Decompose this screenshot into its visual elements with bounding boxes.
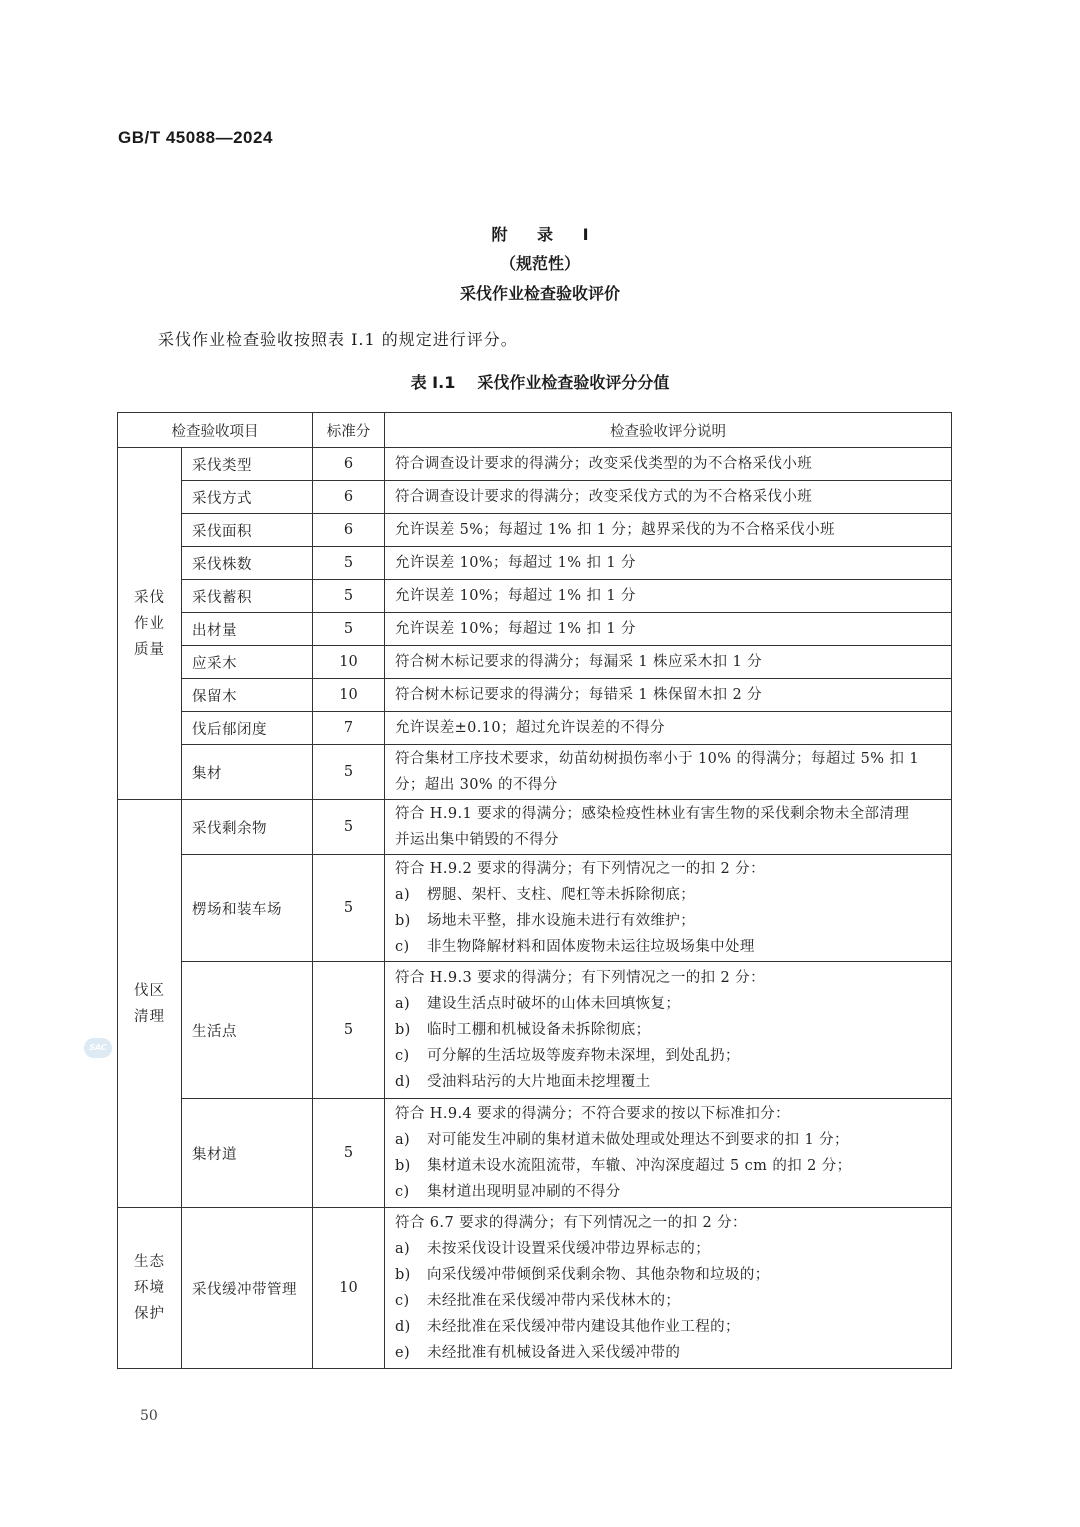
score-cell: 10: [313, 679, 385, 712]
table-caption-number: 表 I.1: [410, 373, 456, 392]
description-subitem: [395, 1179, 945, 1205]
description-cell: [385, 613, 952, 646]
item-cell: 集材道: [182, 1099, 313, 1208]
table-row: [118, 1208, 952, 1369]
score-cell: 5: [313, 800, 385, 855]
table-caption: [0, 370, 1080, 393]
subitem-marker: c): [395, 939, 410, 955]
subitem-marker: d): [395, 1319, 411, 1335]
description-line: 符合 H.9.3 要求的得满分；有下列情况之一的扣 2 分：: [395, 970, 765, 986]
description-cell: [385, 514, 952, 547]
description-subitem: [395, 991, 945, 1017]
scoring-table: [117, 412, 952, 1369]
table-row: [118, 800, 952, 855]
table-row: [118, 745, 952, 800]
subitem-text: 集材道未设水流阻流带，车辙、冲沟深度超过 5 cm 的扣 2 分；: [427, 1158, 852, 1174]
subitem-marker: b): [395, 1158, 411, 1174]
description-subitem: [395, 1262, 945, 1288]
description-cell: [385, 745, 952, 800]
description-line: 符合树木标记要求的得满分；每错采 1 株保留木扣 2 分: [395, 687, 763, 703]
intro-paragraph: 采伐作业检查验收按照表 I.1 的规定进行评分。: [158, 330, 518, 349]
header-desc: 检查验收评分说明: [385, 413, 952, 448]
description-cell: [385, 855, 952, 962]
appendix-nature: （规范性）: [499, 254, 580, 273]
score-cell: 5: [313, 580, 385, 613]
score-cell: 5: [313, 547, 385, 580]
header-score: 标准分: [313, 413, 385, 448]
description-subitem: [395, 1340, 945, 1366]
item-cell: 保留木: [182, 679, 313, 712]
description-line: 符合 6.7 要求的得满分；有下列情况之一的扣 2 分：: [395, 1215, 747, 1231]
description-subitem: [395, 1043, 945, 1069]
subitem-marker: a): [395, 1241, 411, 1257]
description-subitem: [395, 1017, 945, 1043]
description-cell: [385, 580, 952, 613]
item-cell: 采伐缓冲带管理: [182, 1208, 313, 1369]
score-cell: 10: [313, 1208, 385, 1369]
subitem-marker: d): [395, 1074, 411, 1090]
category-cell: 伐区 清理: [118, 800, 182, 1208]
subitem-marker: c): [395, 1293, 410, 1309]
table-row: [118, 514, 952, 547]
subitem-text: 集材道出现明显冲刷的不得分: [427, 1184, 621, 1200]
table-caption-title: 采伐作业检查验收评分分值: [477, 373, 670, 392]
score-cell: 6: [313, 448, 385, 481]
score-cell: 7: [313, 712, 385, 745]
subitem-marker: b): [395, 1267, 411, 1283]
description-line: 符合树木标记要求的得满分；每漏采 1 株应采木扣 1 分: [395, 654, 763, 670]
subitem-marker: e): [395, 1345, 411, 1361]
description-subitem: [395, 934, 945, 960]
score-cell: 5: [313, 613, 385, 646]
description-subitem: [395, 1127, 945, 1153]
appendix-label: 附 录 I: [491, 225, 601, 244]
table-row: [118, 580, 952, 613]
subitem-marker: c): [395, 1184, 410, 1200]
description-line: 符合集材工序技术要求，幼苗幼树损伤率小于 10% 的得满分；每超过 5% 扣 1: [395, 751, 919, 767]
item-cell: 采伐蓄积: [182, 580, 313, 613]
subitem-marker: b): [395, 1022, 411, 1038]
description-subitem: [395, 1069, 945, 1095]
table-row: [118, 448, 952, 481]
description-cell: [385, 1208, 952, 1369]
subitem-marker: a): [395, 996, 411, 1012]
table-row: [118, 855, 952, 962]
subitem-text: 场地未平整，排水设施未进行有效维护；: [427, 913, 696, 929]
description-cell: [385, 448, 952, 481]
table-row: [118, 679, 952, 712]
description-cell: [385, 646, 952, 679]
subitem-marker: b): [395, 913, 411, 929]
item-cell: 应采木: [182, 646, 313, 679]
item-cell: 采伐株数: [182, 547, 313, 580]
description-line: 允许误差 10%；每超过 1% 扣 1 分: [395, 588, 636, 604]
description-cell: [385, 679, 952, 712]
subitem-text: 楞腿、架杆、支柱、爬杠等未拆除彻底；: [427, 887, 696, 903]
subitem-text: 未经批准在采伐缓冲带内采伐林木的；: [427, 1293, 681, 1309]
description-subitem: [395, 1236, 945, 1262]
category-cell: 生态 环境 保护: [118, 1208, 182, 1369]
table-row: [118, 962, 952, 1099]
item-cell: 采伐面积: [182, 514, 313, 547]
item-cell: 伐后郁闭度: [182, 712, 313, 745]
description-line: 符合调查设计要求的得满分；改变采伐方式的为不合格采伐小班: [395, 489, 813, 505]
subitem-text: 非生物降解材料和固体废物未运往垃圾场集中处理: [427, 939, 755, 955]
score-cell: 10: [313, 646, 385, 679]
table-row: [118, 481, 952, 514]
table-row: [118, 613, 952, 646]
subitem-text: 对可能发生冲刷的集材道未做处理或处理达不到要求的扣 1 分；: [427, 1132, 849, 1148]
description-subitem: [395, 1314, 945, 1340]
table-row: [118, 547, 952, 580]
description-cell: [385, 1099, 952, 1208]
subitem-text: 可分解的生活垃圾等废弃物未深埋，到处乱扔；: [427, 1048, 740, 1064]
item-cell: 楞场和装车场: [182, 855, 313, 962]
subitem-text: 建设生活点时破坏的山体未回填恢复；: [427, 996, 681, 1012]
description-subitem: [395, 1288, 945, 1314]
sac-watermark: SAC: [84, 1038, 112, 1058]
score-cell: 6: [313, 481, 385, 514]
subitem-text: 受油料玷污的大片地面未挖埋覆土: [427, 1074, 651, 1090]
subitem-text: 未经批准在采伐缓冲带内建设其他作业工程的；: [427, 1319, 740, 1335]
table-row: [118, 712, 952, 745]
description-subitem: [395, 908, 945, 934]
description-line: 符合 H.9.4 要求的得满分；不符合要求的按以下标准扣分：: [395, 1106, 791, 1122]
subitem-marker: a): [395, 887, 411, 903]
score-cell: 5: [313, 745, 385, 800]
description-subitem: [395, 1153, 945, 1179]
score-cell: 6: [313, 514, 385, 547]
table-row: [118, 1099, 952, 1208]
description-cell: [385, 712, 952, 745]
description-line: 分；超出 30% 的不得分: [395, 777, 558, 793]
description-line: 符合 H.9.2 要求的得满分；有下列情况之一的扣 2 分：: [395, 861, 765, 877]
subitem-text: 向采伐缓冲带倾倒采伐剩余物、其他杂物和垃圾的；: [427, 1267, 770, 1283]
page-number: 50: [140, 1408, 158, 1424]
score-cell: 5: [313, 855, 385, 962]
description-line: 允许误差 10%；每超过 1% 扣 1 分: [395, 555, 636, 571]
description-line: 允许误差 10%；每超过 1% 扣 1 分: [395, 621, 636, 637]
table-row: [118, 646, 952, 679]
table-body: [118, 448, 952, 1369]
subitem-marker: a): [395, 1132, 411, 1148]
description-cell: [385, 547, 952, 580]
description-cell: [385, 962, 952, 1099]
appendix-title: 采伐作业检查验收评价: [459, 284, 620, 303]
category-cell: 采伐 作业 质量: [118, 448, 182, 800]
item-cell: 集材: [182, 745, 313, 800]
item-cell: 生活点: [182, 962, 313, 1099]
subitem-marker: c): [395, 1048, 410, 1064]
description-line: 允许误差 5%；每超过 1% 扣 1 分；越界采伐的为不合格采伐小班: [395, 522, 835, 538]
score-cell: 5: [313, 1099, 385, 1208]
description-line: 符合 H.9.1 要求的得满分；感染检疫性林业有害生物的采伐剩余物未全部清理: [395, 806, 910, 822]
description-line: 允许误差±0.10；超过允许误差的不得分: [395, 720, 665, 736]
item-cell: 采伐方式: [182, 481, 313, 514]
item-cell: 采伐类型: [182, 448, 313, 481]
item-cell: 出材量: [182, 613, 313, 646]
standard-code: GB/T 45088—2024: [118, 128, 273, 147]
description-line: 并运出集中销毁的不得分: [395, 832, 559, 848]
item-cell: 采伐剩余物: [182, 800, 313, 855]
score-cell: 5: [313, 962, 385, 1099]
description-cell: [385, 481, 952, 514]
subitem-text: 临时工棚和机械设备未拆除彻底；: [427, 1022, 651, 1038]
subitem-text: 未经批准有机械设备进入采伐缓冲带的: [427, 1345, 681, 1361]
subitem-text: 未按采伐设计设置采伐缓冲带边界标志的；: [427, 1241, 711, 1257]
description-cell: [385, 800, 952, 855]
header-item: 检查验收项目: [118, 413, 313, 448]
description-line: 符合调查设计要求的得满分；改变采伐类型的为不合格采伐小班: [395, 456, 813, 472]
description-subitem: [395, 882, 945, 908]
